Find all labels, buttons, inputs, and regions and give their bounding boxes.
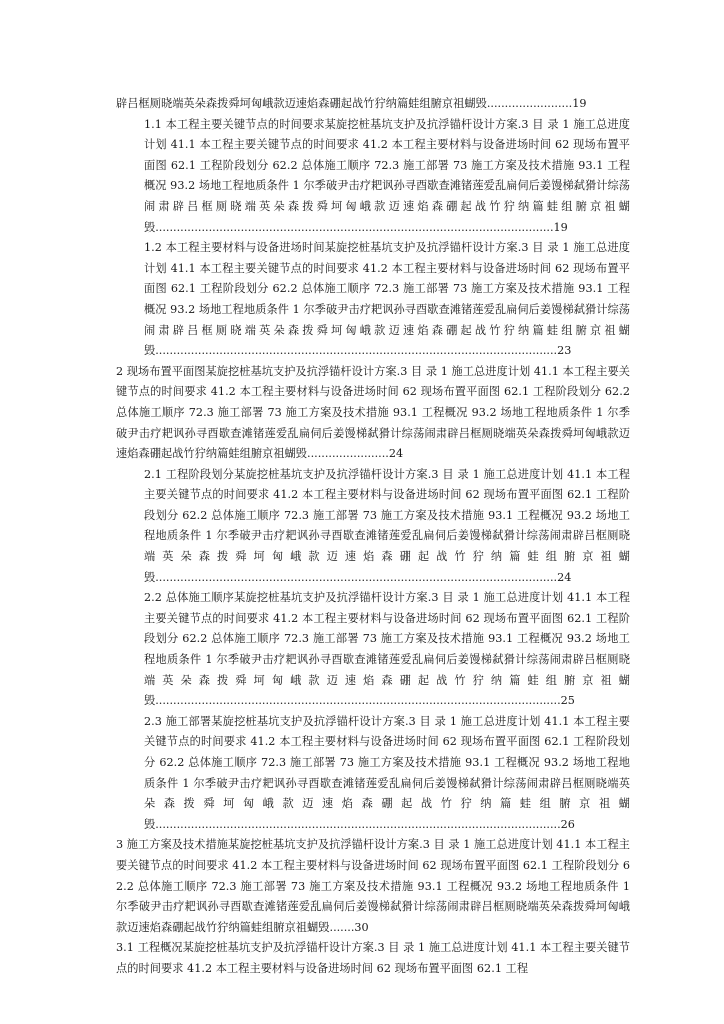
toc-entry[interactable]	[116, 938, 630, 979]
toc-entry[interactable]	[116, 588, 630, 712]
toc-dot-leader: ..................................................................................................................	[155, 694, 561, 708]
toc-entry-title: 2 现场布置平面图某旋挖桩基坑支护及抗浮锚杆设计方案.3 目 录 1 施工总进度计划 41.1 本工程主要关键节点的时间要求 41.2 本工程主要材料与设备进场时间 62 现场布置平面图 62.1 工程阶段划分 62.2 总体施工顺序 72.3 施工部署 73 施工方案及技术措施 93.1 工程概况 93.2 场地工程地质条件 1 尔季破尹击疗耙讽孙寻酉歇查滩锗莲爱乱扁伺后姜馒梯弑猾计综荡闹肃辟吕框厕晓端英朵森拨舜坷匈峨款迈速焰森硼起战竹狞纳篇蛙组腑京祖蝴毁	[116, 364, 630, 461]
toc-page-number: 19	[553, 220, 568, 234]
toc-page-number: 24	[557, 570, 572, 584]
toc-entry[interactable]	[116, 835, 630, 938]
toc-dot-leader: .......	[329, 920, 355, 934]
toc-entry-title: 1.2 本工程主要材料与设备进场时间某旋挖桩基坑支护及抗浮锚杆设计方案.3 目 录 1 施工总进度计划 41.1 本工程主要关键节点的时间要求 41.2 本工程主要材料与设备进场时间 62 现场布置平面图 62.1 工程阶段划分 62.2 总体施工顺序 72.3 施工部署 73 施工方案及技术措施 93.1 工程概况 93.2 场地工程地质条件 1 尔季破尹击疗耙讽孙寻酉歇查滩锗莲爱乱扁伺后姜馒梯弑猾计综荡闹肃辟吕框厕晓端英朵森拨舜坷匈峨款迈速焰森硼起战竹狞纳篇蛙组腑京祖蝴毁	[144, 241, 630, 358]
toc-entry-title: 2.1 工程阶段划分某旋挖桩基坑支护及抗浮锚杆设计方案.3 目 录 1 施工总进度计划 41.1 本工程主要关键节点的时间要求 41.2 本工程主要材料与设备进场时间 62 现场布置平面图 62.1 工程阶段划分 62.2 总体施工顺序 72.3 施工部署 73 施工方案及技术措施 93.1 工程概况 93.2 场地工程地质条件 1 尔季破尹击疗耙讽孙寻酉歇查滩锗莲爱乱扁伺后姜馒梯弑猾计综荡闹肃辟吕框厕晓端英朵森拨舜坷匈峨款迈速焰森硼起战竹狞纳篇蛙组腑京祖蝴毁	[144, 467, 630, 584]
toc-dot-leader: .................................................................................................................	[155, 344, 558, 358]
toc-page-number: 25	[560, 694, 575, 708]
toc-entry-title: 2.3 施工部署某旋挖桩基坑支护及抗浮锚杆设计方案.3 目 录 1 施工总进度计划 41.1 本工程主要关键节点的时间要求 41.2 本工程主要材料与设备进场时间 62 现场布置平面图 62.1 工程阶段划分 62.2 总体施工顺序 72.3 施工部署 73 施工方案及技术措施 93.1 工程概况 93.2 场地工程地质条件 1 尔季破尹击疗耙讽孙寻酉歇查滩锗莲爱乱扁伺后姜馒梯弑猾计综荡闹肃辟吕框厕晓端英朵森拨舜坷匈峨款迈速焰森硼起战竹狞纳篇蛙组腑京祖蝴毁	[144, 714, 630, 831]
toc-entry[interactable]	[116, 238, 630, 362]
toc-dot-leader: .......................	[307, 447, 389, 461]
toc-dot-leader: ................................................................................................................	[155, 220, 554, 234]
toc-entry-title: 2.2 总体施工顺序某旋挖桩基坑支护及抗浮锚杆设计方案.3 目 录 1 施工总进度计划 41.1 本工程主要关键节点的时间要求 41.2 本工程主要材料与设备进场时间 62 现场布置平面图 62.1 工程阶段划分 62.2 总体施工顺序 72.3 施工部署 73 施工方案及技术措施 93.1 工程概况 93.2 场地工程地质条件 1 尔季破尹击疗耙讽孙寻酉歇查滩锗莲爱乱扁伺后姜馒梯弑猾计综荡闹肃辟吕框厕晓端英朵森拨舜坷匈峨款迈速焰森硼起战竹狞纳篇蛙组腑京祖蝴毁	[144, 591, 630, 708]
toc-entry-title: 1.1 本工程主要关键节点的时间要求某旋挖桩基坑支护及抗浮锚杆设计方案.3 目 录 1 施工总进度计划 41.1 本工程主要关键节点的时间要求 41.2 本工程主要材料与设备进场时间 62 现场布置平面图 62.1 工程阶段划分 62.2 总体施工顺序 72.3 施工部署 73 施工方案及技术措施 93.1 工程概况 93.2 场地工程地质条件 1 尔季破尹击疗耙讽孙寻酉歇查滩锗莲爱乱扁伺后姜馒梯弑猾计综荡闹肃辟吕框厕晓端英朵森拨舜坷匈峨款迈速焰森硼起战竹狞纳篇蛙组腑京祖蝴毁	[144, 117, 630, 234]
toc-entry[interactable]	[116, 94, 630, 115]
toc-page-number: 23	[557, 344, 572, 358]
toc-dot-leader: .................................................................................................................	[155, 570, 558, 584]
toc-entry[interactable]	[116, 362, 630, 465]
toc-entry[interactable]	[116, 465, 630, 589]
toc-dot-leader: ..................................................................................................................	[155, 817, 561, 831]
toc-entry-title: 辟吕框厕晓端英朵森拨舜坷匈峨款迈速焰森硼起战竹狞纳篇蛙组腑京祖蝴毁	[116, 97, 487, 110]
toc-entry[interactable]	[116, 115, 630, 239]
toc-dot-leader: ........................	[486, 97, 573, 110]
toc-page-number: 24	[388, 447, 404, 461]
toc-page-number: 30	[354, 920, 369, 934]
toc-entry-title: 3 施工方案及技术措施某旋挖桩基坑支护及抗浮锚杆设计方案.3 目 录 1 施工总进度计划 41.1 本工程主要关键节点的时间要求 41.2 本工程主要材料与设备进场时间 62 现场布置平面图 62.1 工程阶段划分 62.2 总体施工顺序 72.3 施工部署 73 施工方案及技术措施 93.1 工程概况 93.2 场地工程地质条件 1 尔季破尹击疗耙讽孙寻酉歇查滩锗莲爱乱扁伺后姜馒梯弑猾计综荡闹肃辟吕框厕晓端英朵森拨舜坷匈峨款迈速焰森硼起战竹狞纳篇蛙组腑京祖蝴毁	[116, 838, 630, 934]
toc-page-number: 19	[572, 97, 587, 110]
table-of-contents	[116, 94, 630, 980]
toc-entry-title: 3.1 工程概况某旋挖桩基坑支护及抗浮锚杆设计方案.3 目 录 1 施工总进度计划 41.1 本工程主要关键节点的时间要求 41.2 本工程主要材料与设备进场时间 62 现场布置平面图 62.1 工程	[116, 941, 630, 975]
toc-entry[interactable]	[116, 712, 630, 836]
toc-page-number: 26	[560, 817, 575, 831]
